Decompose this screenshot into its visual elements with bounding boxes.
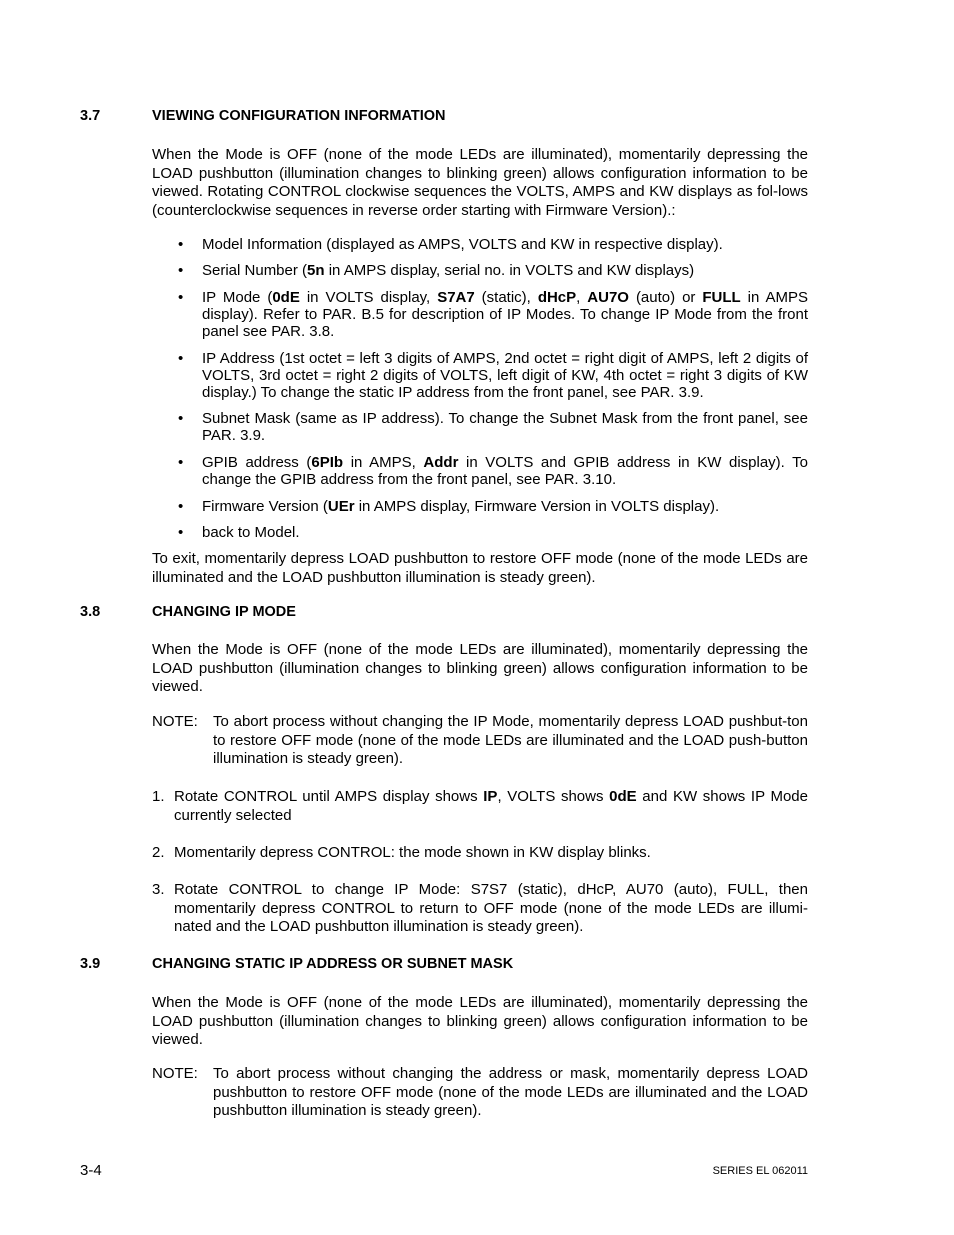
section-3-7-outro: To exit, momentarily depress LOAD pushbutton to restore OFF mode (none of the mode LEDs are illuminated and the LOAD pushbutton illumination is steady green). [152,550,808,586]
bullet-marker: • [178,262,184,279]
bullet-item: IP Mode (0dE in VOLTS display, S7A7 (static), dHcP, AU7O (auto) or FULL in AMPS display). Refer to PAR. B.5 for description of IP Modes. To change IP Mode from the front panel see PAR. 3.8. [202,289,808,341]
bullet-marker: • [178,410,184,427]
step-number: 3. [152,881,165,898]
bullet-marker: • [178,524,184,541]
section-number: 3.8 [80,604,101,620]
note-label: NOTE: [152,1065,198,1082]
bullet-marker: • [178,350,184,367]
step-text: Momentarily depress CONTROL: the mode shown in KW display blinks. [174,844,651,861]
step-text: Rotate CONTROL until AMPS display shows IP, VOLTS shows 0dE and KW shows IP Mode currently selected [174,788,808,824]
bullet-item: IP Address (1st octet = left 3 digits of AMPS, 2nd octet = right digit of AMPS, left 2 digits of VOLTS, 3rd octet = right 2 digits of VOLTS, left digit of KW, 4th octet = right 3 digits of KW display.) To change the static IP address from the front panel, see PAR. 3.9. [202,350,808,402]
section-3-9-intro: When the Mode is OFF (none of the mode LEDs are illuminated), momentarily depressing the LOAD pushbutton (illumination changes to blinking green) allows configuration information to be viewed. [152,994,808,1049]
page-number: 3-4 [80,1162,102,1179]
bullet-item: Subnet Mask (same as IP address). To change the Subnet Mask from the front panel, see PAR. 3.9. [202,410,808,445]
section-title: VIEWING CONFIGURATION INFORMATION [152,108,446,124]
section-number: 3.7 [80,108,101,124]
bullet-item: back to Model. [202,524,300,541]
note-text: To abort process without changing the IP Mode, momentarily depress LOAD pushbut-ton to restore OFF mode (none of the mode LEDs are illuminated and the LOAD push-button illumination is steady green). [213,713,808,768]
step-number: 1. [152,788,165,805]
document-series: SERIES EL 062011 [712,1165,808,1177]
bullet-item: GPIB address (6PIb in AMPS, Addr in VOLTS and GPIB address in KW display). To change the GPIB address from the front panel, see PAR. 3.10. [202,454,809,489]
section-title: CHANGING IP MODE [152,604,296,620]
step-number: 2. [152,844,165,861]
bullet-marker: • [178,236,184,253]
bullet-item: Firmware Version (UEr in AMPS display, Firmware Version in VOLTS display). [202,498,720,515]
bullet-marker: • [178,454,184,471]
note-text: To abort process without changing the address or mask, momentarily depress LOAD pushbutton to restore OFF mode (none of the mode LEDs are illuminated and the LOAD pushbutton illumination is steady green). [213,1065,808,1120]
section-title: CHANGING STATIC IP ADDRESS OR SUBNET MASK [152,956,514,972]
section-3-8-intro: When the Mode is OFF (none of the mode LEDs are illuminated), momentarily depressing the LOAD pushbutton (illumination changes to blinking green) allows configuration information to be viewed. [152,641,808,696]
bullet-marker: • [178,289,184,306]
section-3-7-intro: When the Mode is OFF (none of the mode LEDs are illuminated), momentarily depressing the LOAD pushbutton (illumination changes to blinking green) allows configuration information to be viewed. Rotating CONTROL clockwise sequences the VOLTS, AMPS and KW displays as fol-lows (counterclockwise sequences in reverse order starting with Firmware Version).: [152,146,808,219]
section-number: 3.9 [80,956,101,972]
step-text: Rotate CONTROL to change IP Mode: S7S7 (static), dHcP, AU70 (auto), FULL, then momentarily depress CONTROL to return to OFF mode (none of the mode LEDs are illumi-nated and the LOAD pushbutton illumination is steady green). [174,881,808,936]
bullet-marker: • [178,498,184,515]
note-label: NOTE: [152,713,198,730]
bullet-item: Serial Number (5n in AMPS display, serial no. in VOLTS and KW displays) [202,262,695,279]
bullet-item: Model Information (displayed as AMPS, VOLTS and KW in respective display). [202,236,723,253]
